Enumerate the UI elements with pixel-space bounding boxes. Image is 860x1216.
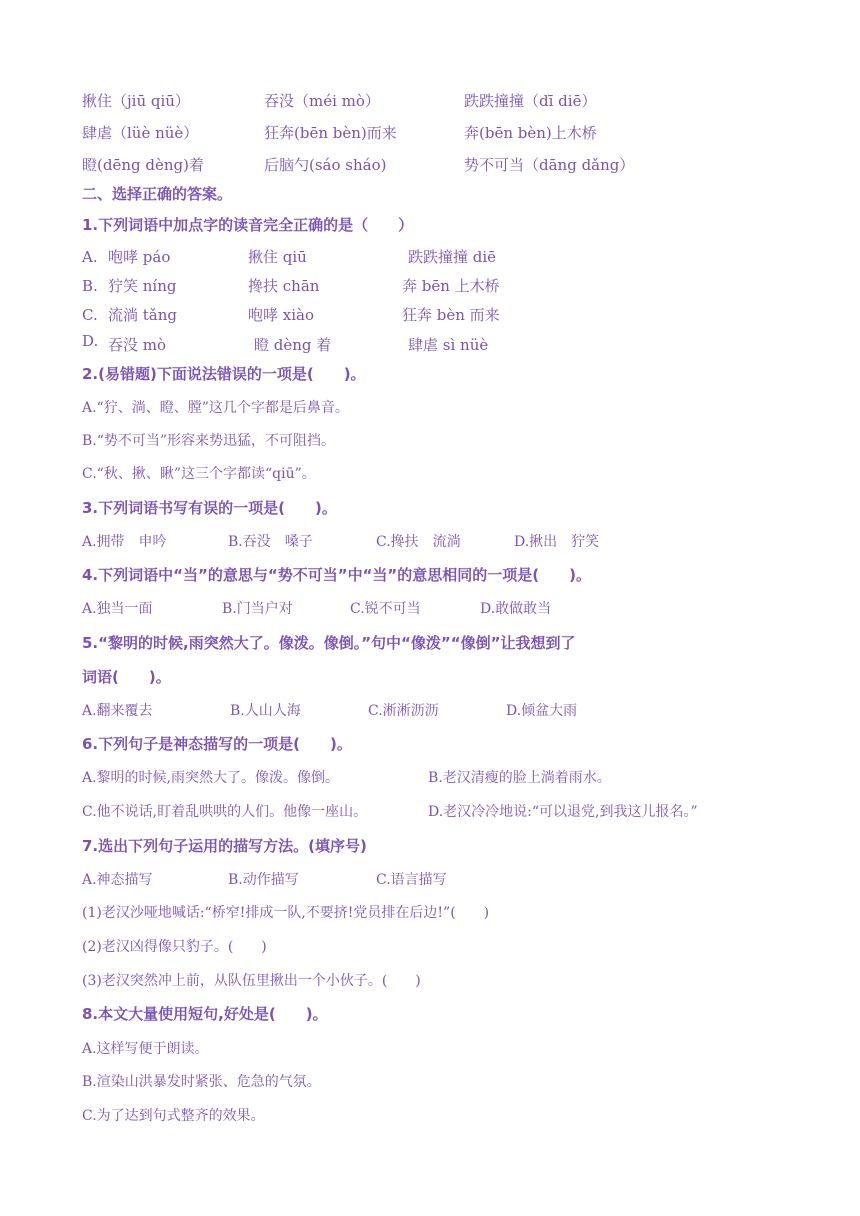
question-8-option-a: A.这样写便于朗读。	[82, 1041, 209, 1057]
option-letter: C.	[82, 306, 98, 324]
option-word: 流淌 tǎng	[108, 306, 178, 324]
question-8-stem: 8.本文大量使用短句,好处是( )。	[82, 1005, 328, 1023]
question-2-option-c: C.“秋、揪、瞅”这三个字都读“qiū”。	[82, 466, 316, 482]
question-8-option-b: B.渲染山洪暴发时紧张、危急的气氛。	[82, 1074, 321, 1090]
question-1-stem: 1.下列词语中加点字的读音完全正确的是（ ）	[82, 216, 414, 234]
option: A.拥带 申吟	[82, 534, 167, 550]
option-word: 狞笑 níng	[108, 277, 177, 295]
pinyin-item: 狂奔(bēn bèn)而来	[264, 124, 397, 142]
option: A.黎明的时候,雨突然大了。像泼。像倒。	[82, 770, 340, 786]
option: C.他不说话,盯着乱哄哄的人们。他像一座山。	[82, 804, 368, 820]
question-7-stem: 7.选出下列句子运用的描写方法。(填序号)	[82, 837, 367, 855]
pinyin-item: 揪住（jiū qiū）	[82, 92, 190, 110]
option: A.翻来覆去	[82, 703, 153, 719]
pinyin-item: 势不可当（dāng dǎng）	[464, 156, 635, 174]
question-3-stem: 3.下列词语书写有误的一项是( )。	[82, 499, 337, 517]
option: A.神态描写	[82, 872, 153, 888]
option-word: 跌跌撞撞 diē	[408, 248, 497, 266]
option: D.倾盆大雨	[506, 703, 578, 719]
option: C.语言描写	[376, 872, 447, 888]
option-word: 吞没 mò	[108, 336, 167, 354]
option: B.门当户对	[222, 601, 293, 617]
option: D.揪出 狞笑	[514, 534, 600, 550]
question-6-stem: 6.下列句子是神态描写的一项是( )。	[82, 735, 352, 753]
question-7-item-1: (1)老汉沙哑地喊话:“桥窄!排成一队,不要挤!党员排在后边!”( )	[82, 905, 490, 921]
option: B.老汉清瘦的脸上淌着雨水。	[428, 770, 611, 786]
question-5-stem-cont: 词语( )。	[82, 668, 171, 686]
option-word: 奔 bēn 上木桥	[402, 277, 500, 295]
option: C.淅淅沥沥	[368, 703, 439, 719]
question-4-stem: 4.下列词语中“当”的意思与“势不可当”中“当”的意思相同的一项是( )。	[82, 566, 591, 584]
option-letter: D.	[82, 332, 99, 350]
pinyin-item: 瞪(dēng dèng)着	[82, 156, 204, 174]
option-word: 咆哮 páo	[108, 248, 171, 266]
option: C.搀扶 流淌	[376, 534, 461, 550]
pinyin-item: 奔(bēn bèn)上木桥	[464, 124, 597, 142]
pinyin-item: 吞没（méi mò）	[264, 92, 380, 110]
option: B.人山人海	[230, 703, 301, 719]
option-letter: B.	[82, 277, 98, 295]
question-2-option-a: A.“狞、淌、瞪、膛”这几个字都是后鼻音。	[82, 400, 349, 416]
option: B.动作描写	[228, 872, 299, 888]
question-5-stem: 5.“黎明的时候,雨突然大了。像泼。像倒。”句中“像泼”“像倒”让我想到了	[82, 634, 576, 652]
option-word: 搀扶 chān	[248, 277, 320, 295]
option: C.锐不可当	[350, 601, 421, 617]
question-7-item-3: (3)老汉突然冲上前，从队伍里揪出一个小伙子。( )	[82, 973, 421, 989]
question-8-option-c: C.为了达到句式整齐的效果。	[82, 1108, 265, 1124]
question-7-item-2: (2)老汉凶得像只豹子。( )	[82, 939, 267, 955]
option: D.老汉冷冷地说:“可以退党,到我这儿报名。”	[428, 804, 698, 820]
pinyin-item: 肆虐（lüè nüè）	[82, 124, 199, 142]
option: D.敢做敢当	[480, 601, 552, 617]
pinyin-item: 后脑勺(sáo sháo)	[264, 156, 387, 174]
section-title: 二、选择正确的答案。	[82, 185, 233, 203]
option: A.独当一面	[82, 601, 153, 617]
option-letter: A.	[82, 248, 98, 266]
pinyin-item: 跌跌撞撞（dī diē）	[464, 92, 597, 110]
question-2-option-b: B.“势不可当”形容来势迅猛，不可阻挡。	[82, 433, 336, 449]
option-word: 揪住 qiū	[248, 248, 307, 266]
question-2-stem: 2.(易错题)下面说法错误的一项是( )。	[82, 365, 366, 383]
option-word: 狂奔 bèn 而来	[402, 306, 500, 324]
option-word: 瞪 dèng 着	[254, 336, 332, 354]
option: B.吞没 嗓子	[228, 534, 313, 550]
option-word: 咆哮 xiào	[248, 306, 314, 324]
option-word: 肆虐 sì nüè	[408, 336, 489, 354]
